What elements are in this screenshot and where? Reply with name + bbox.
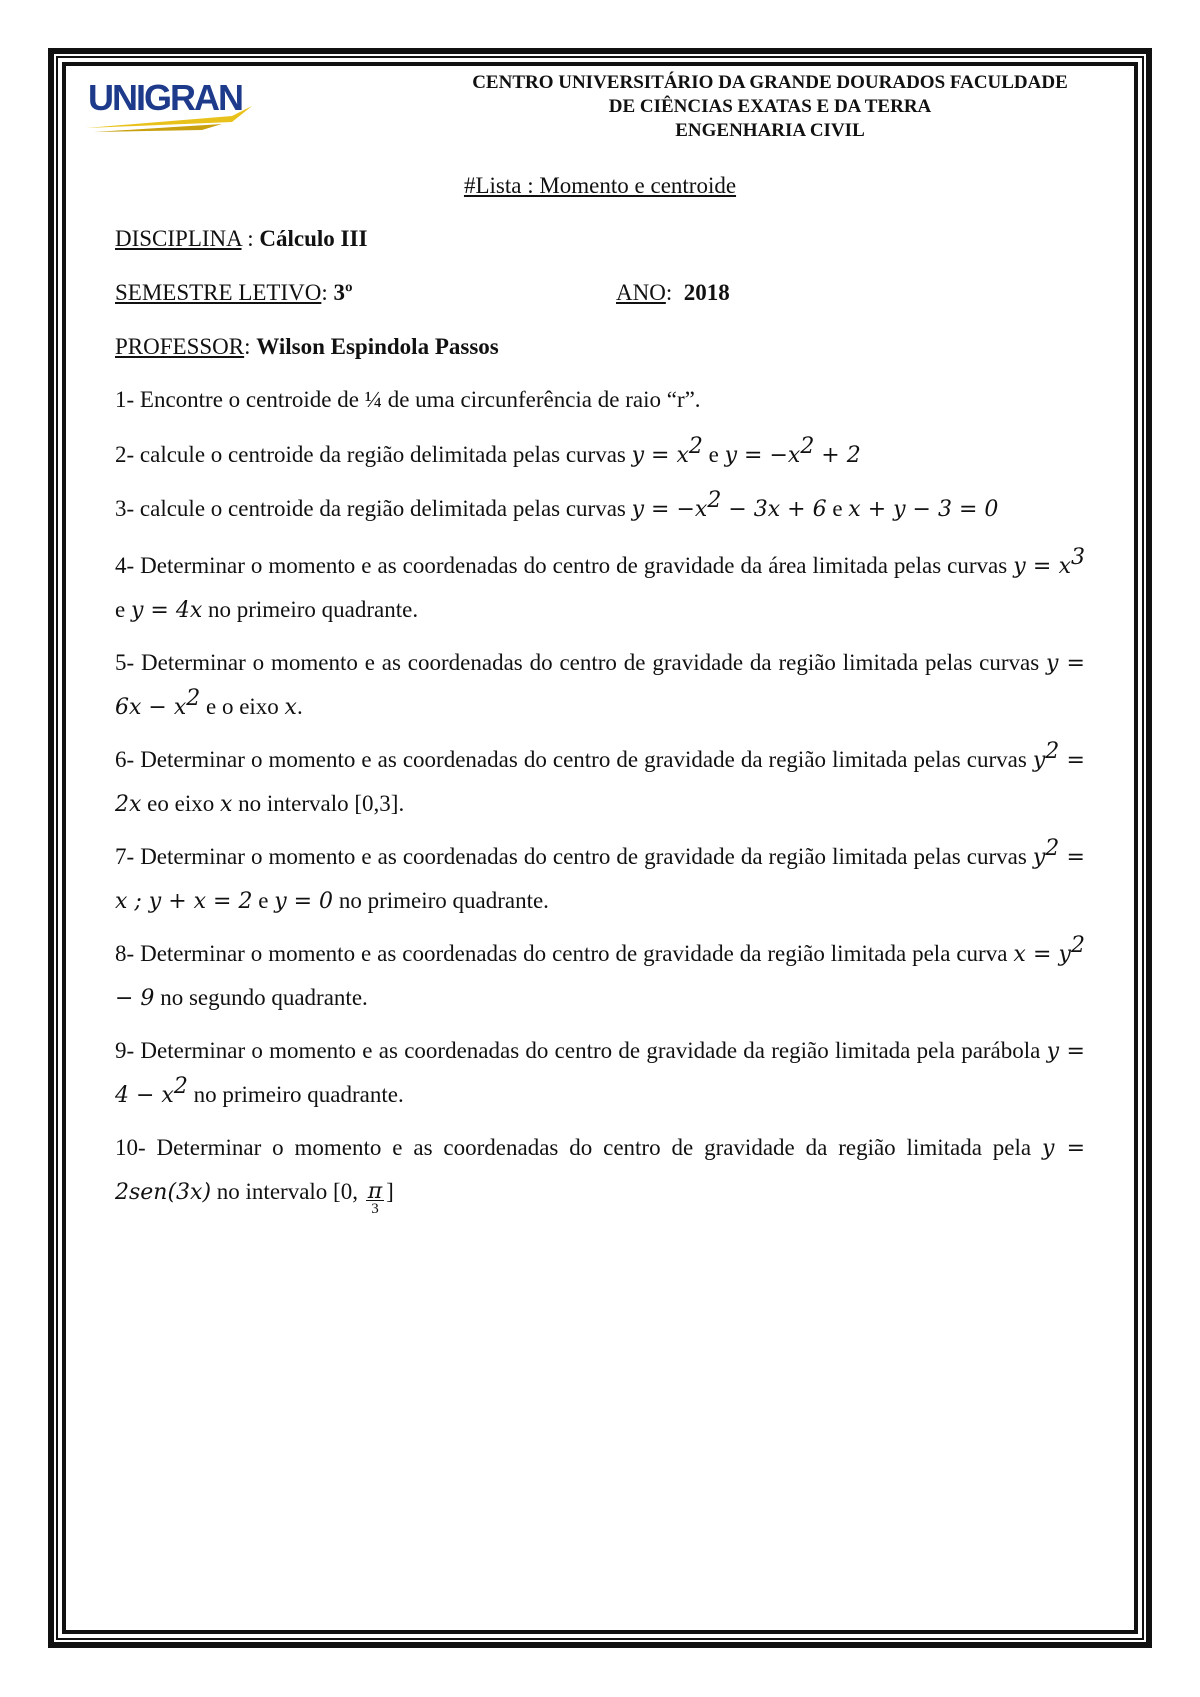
professor-value: Wilson Espindola Passos (256, 334, 499, 359)
professor-field (115, 332, 499, 362)
semestre-field (115, 278, 353, 308)
question-9: 9- Determinar o momento e as coordenadas do centro de gravidade da região limitada pela parábola $y = 4 - x^2$ no primeiro quadrante. (115, 1038, 1085, 1108)
disciplina-separator: : (241, 226, 260, 251)
institution-line-1: CENTRO UNIVERSITÁRIO DA GRANDE DOURADOS FACULDADE (472, 72, 1068, 93)
question-10: 10- Determinar o momento e as coordenadas do centro de gravidade da região limitada pela y = 2sen(3x) no intervalo [0, $\frac{\pi}{3}$ ] (115, 1135, 1086, 1217)
ano-separator: : (665, 280, 684, 305)
question-5: 5- Determinar o momento e as coordenadas do centro de gravidade da região limitada pelas curvas $y = 6x - x^2$ e o eixo x. (115, 650, 1085, 720)
institution-header (420, 71, 1120, 143)
ano-field (616, 278, 730, 308)
disciplina-label: DISCIPLINA (115, 226, 242, 251)
professor-label: PROFESSOR (115, 334, 245, 359)
question-6: 6- Determinar o momento e as coordenadas do centro de gravidade da região limitada pelas curvas $y^2 = 2x$ eo eixo x no intervalo [0,3]. (115, 739, 1085, 817)
semestre-value: 3º (333, 280, 353, 305)
disciplina-value: Cálculo III (259, 226, 368, 251)
institution-line-2: DE CIÊNCIAS EXATAS E DA TERRA (608, 96, 932, 117)
professor-separator: : (244, 334, 257, 359)
institution-line-3: ENGENHARIA CIVIL (675, 120, 865, 141)
question-3: 3- calcule o centroide da região delimitada pelas curvas $y = -x^2 - 3x + 6$ e x + y − 3 = 0 (115, 488, 999, 522)
unigran-logo (82, 72, 254, 140)
question-8: 8- Determinar o momento e as coordenadas do centro de gravidade da região limitada pela curva $x = y^2 - 9$ no segundo quadrante. (115, 933, 1085, 1011)
question-4: 4- Determinar o momento e as coordenadas do centro de gravidade da área limitada pelas curvas $y = x^3$ e y = 4x no primeiro quadrante. (115, 545, 1085, 623)
question-2: 2- calcule o centroide da região delimitada pelas curvas $y = x^2$ e $y = -x^2 + 2$ (115, 434, 861, 468)
pi-over-3-fraction: $\frac{\pi}{3}$ (367, 1179, 383, 1217)
question-1: 1- Encontre o centroide de ¼ de uma circunferência de raio “r”. (115, 387, 701, 412)
list-title: #Lista : Momento e centroide (463, 173, 737, 198)
logo-wordmark: UNIGRAN (88, 77, 242, 118)
semestre-label: SEMESTRE LETIVO (115, 280, 322, 305)
semestre-separator: : (321, 280, 334, 305)
ano-label: ANO (616, 280, 666, 305)
ano-value: 2018 (683, 280, 730, 305)
question-7: 7- Determinar o momento e as coordenadas do centro de gravidade da região limitada pelas curvas $y^2 = x$ ; y + x = 2 e y = 0 no primeiro quadrante. (115, 836, 1085, 914)
disciplina-field (115, 224, 367, 254)
